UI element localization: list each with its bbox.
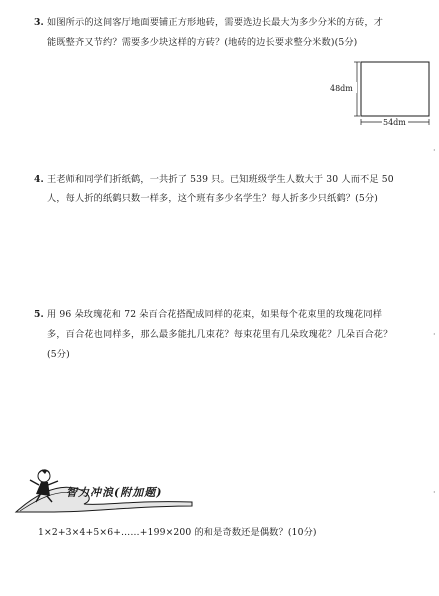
bonus-question: 1×2+3×4+5×6+……+199×200 的和是奇数还是偶数？(10分)	[38, 527, 317, 538]
q4-text-line1: 王老师和同学们折纸鹤，一共折了 539 只。已知班级学生人数大于 30 人而不足 50	[46, 174, 394, 185]
edge-mark-1: ·	[433, 146, 436, 155]
q4-number: 4.	[34, 174, 44, 185]
room-diagram	[330, 60, 439, 140]
q4-line1	[34, 174, 394, 186]
q4-text-line2: 人，每人折的纸鹤只数一样多，这个班有多少名学生？每人折多少只纸鹤？(5分)	[47, 193, 378, 204]
q3-line1	[34, 17, 383, 29]
q5-text-line2: 多，百合花也同样多，那么最多能扎几束花？每束花里有几朵玫瑰花？几朵百合花？	[47, 329, 393, 340]
q3-number: 3.	[34, 17, 44, 28]
edge-mark-3: ·	[433, 488, 436, 497]
q3-line2	[47, 37, 357, 49]
q5-number: 5.	[34, 309, 44, 320]
q5-line3	[47, 349, 70, 361]
q5-text-line3: (5分)	[47, 349, 70, 360]
q4-line2	[47, 193, 378, 205]
q5-line2	[47, 329, 393, 341]
q3-text-line2: 能既整齐又节约？需要多少块这样的方砖？(地砖的边长要求整分米数)(5分)	[47, 37, 358, 48]
q3-text-line1: 如图所示的这间客厅地面要铺正方形地砖，需要选边长最大为多少分米的方砖，才	[46, 17, 384, 28]
bonus-title: 智力冲浪(附加题)	[66, 486, 163, 499]
room-rectangle	[361, 62, 429, 116]
height-label: 48dm	[330, 84, 353, 93]
width-label: 54dm	[383, 118, 406, 127]
q5-text-line1: 用 96 朵玫瑰花和 72 朵百合花搭配成同样的花束，如果每个花束里的玫瑰花同样	[46, 309, 383, 320]
edge-mark-2: ·	[433, 330, 436, 339]
q5-line1	[34, 309, 382, 321]
